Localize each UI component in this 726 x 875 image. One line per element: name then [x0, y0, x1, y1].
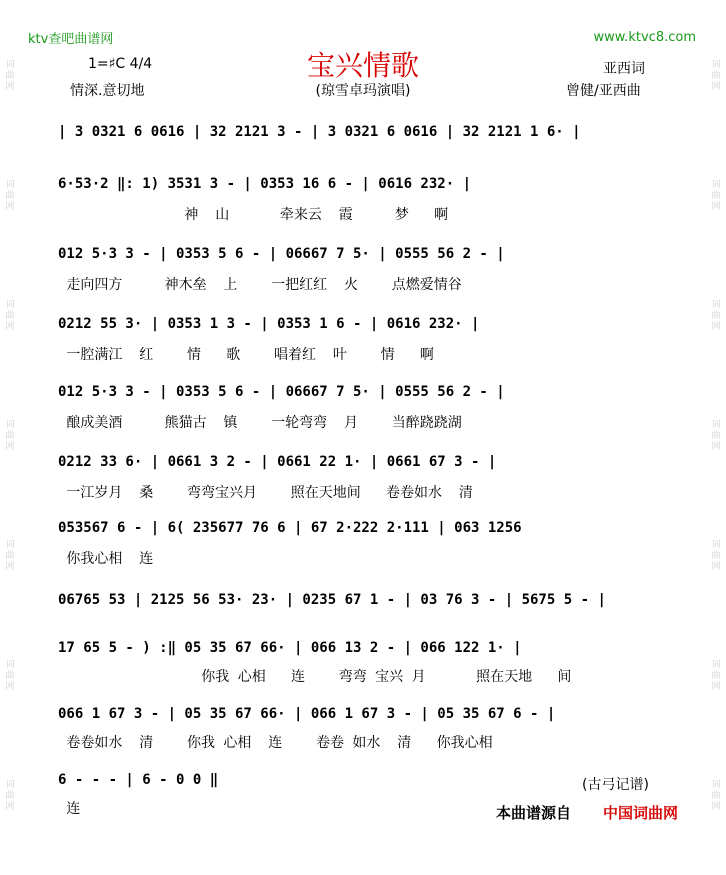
- transcriber-note: (古弓记谱): [582, 777, 649, 793]
- score-line-2-notes: 6·53·2 ‖: 1) 3531 3 - | 0353 16 6 - | 0616 232· |: [58, 176, 472, 192]
- score-line-4-lyric: 一腔满江 红 情 歌 唱着红 叶 情 啊: [58, 347, 434, 363]
- score-line-5-lyric: 酿成美酒 熊猫古 镇 一轮弯弯 月 当醉跷跷湖: [58, 415, 462, 431]
- score-line-11-notes: 6 - - - | 6 - 0 0 ‖: [58, 772, 219, 788]
- score-line-3-notes: 012 5·3 3 - | 0353 5 6 - | 06667 7 5· | 0555 56 2 - |: [58, 246, 505, 262]
- watermark-left: 词曲网: [5, 540, 15, 572]
- score-line-6-lyric: 一江岁月 桑 弯弯宝兴月 照在天地间 卷卷如水 清: [58, 485, 473, 501]
- score-line-7-notes: 053567 6 - | 6( 235677 76 6 | 67 2·222 2·111 | 063 1256: [58, 520, 522, 536]
- watermark-right: 词曲网: [711, 60, 721, 92]
- score-line-6-notes: 0212 33 6· | 0661 3 2 - | 0661 22 1· | 0661 67 3 - |: [58, 454, 497, 470]
- key-signature: 1=♯C 4/4: [88, 56, 153, 72]
- watermark-left: 词曲网: [5, 180, 15, 212]
- watermark-left: 词曲网: [5, 420, 15, 452]
- score-line-7-lyric: 你我心相 连: [58, 551, 154, 567]
- song-subtitle: (琼雪卓玛演唱): [315, 83, 411, 99]
- song-title: 宝兴情歌: [306, 49, 419, 82]
- watermark-right: 词曲网: [711, 180, 721, 212]
- watermark-left: 词曲网: [5, 60, 15, 92]
- footer-source-label: 本曲谱源自: [496, 804, 572, 822]
- score-line-1-notes: | 3 0321 6 0616 | 32 2121 3 - | 3 0321 6 0616 | 32 2121 1 6· |: [58, 124, 581, 140]
- site-logo-left[interactable]: ktv查吧曲谱网: [28, 32, 114, 47]
- watermark-right: 词曲网: [711, 540, 721, 572]
- lyricist: 亚西词: [603, 61, 645, 77]
- watermark-right: 词曲网: [711, 660, 721, 692]
- score-line-9-lyric: 你我 心相 连 弯弯 宝兴 月 照在天地 间: [58, 669, 572, 685]
- watermark-right: 词曲网: [711, 420, 721, 452]
- score-line-10-lyric: 卷卷如水 清 你我 心相 连 卷卷 如水 清 你我心相: [58, 735, 493, 751]
- score-line-11-lyric: 连: [58, 801, 81, 817]
- tempo-mood: 情深.意切地: [70, 83, 145, 99]
- watermark-left: 词曲网: [5, 780, 15, 812]
- score-line-5-notes: 012 5·3 3 - | 0353 5 6 - | 06667 7 5· | 0555 56 2 - |: [58, 384, 505, 400]
- score-line-3-lyric: 走向四方 神木垒 上 一把红红 火 点燃爱情谷: [58, 277, 462, 293]
- score-line-4-notes: 0212 55 3· | 0353 1 3 - | 0353 1 6 - | 0616 232· |: [58, 316, 480, 332]
- watermark-left: 词曲网: [5, 660, 15, 692]
- score-line-9-notes: 17 65 5 - ) :‖ 05 35 67 66· | 066 13 2 - | 066 122 1· |: [58, 640, 522, 656]
- watermark-right: 词曲网: [711, 300, 721, 332]
- watermark-left: 词曲网: [5, 300, 15, 332]
- watermark-right: 词曲网: [711, 780, 721, 812]
- score-line-2-lyric: 神 山 牵来云 霞 梦 啊: [58, 207, 449, 223]
- score-line-8-notes: 06765 53 | 2125 56 53· 23· | 0235 67 1 - | 03 76 3 - | 5675 5 - |: [58, 592, 606, 608]
- score-line-10-notes: 066 1 67 3 - | 05 35 67 66· | 066 1 67 3 - | 05 35 67 6 - |: [58, 706, 556, 722]
- site-url-right[interactable]: www.ktvc8.com: [593, 30, 696, 45]
- footer-site-link[interactable]: 中国词曲网: [603, 804, 679, 822]
- composer: 曾健/亚西曲: [566, 83, 641, 99]
